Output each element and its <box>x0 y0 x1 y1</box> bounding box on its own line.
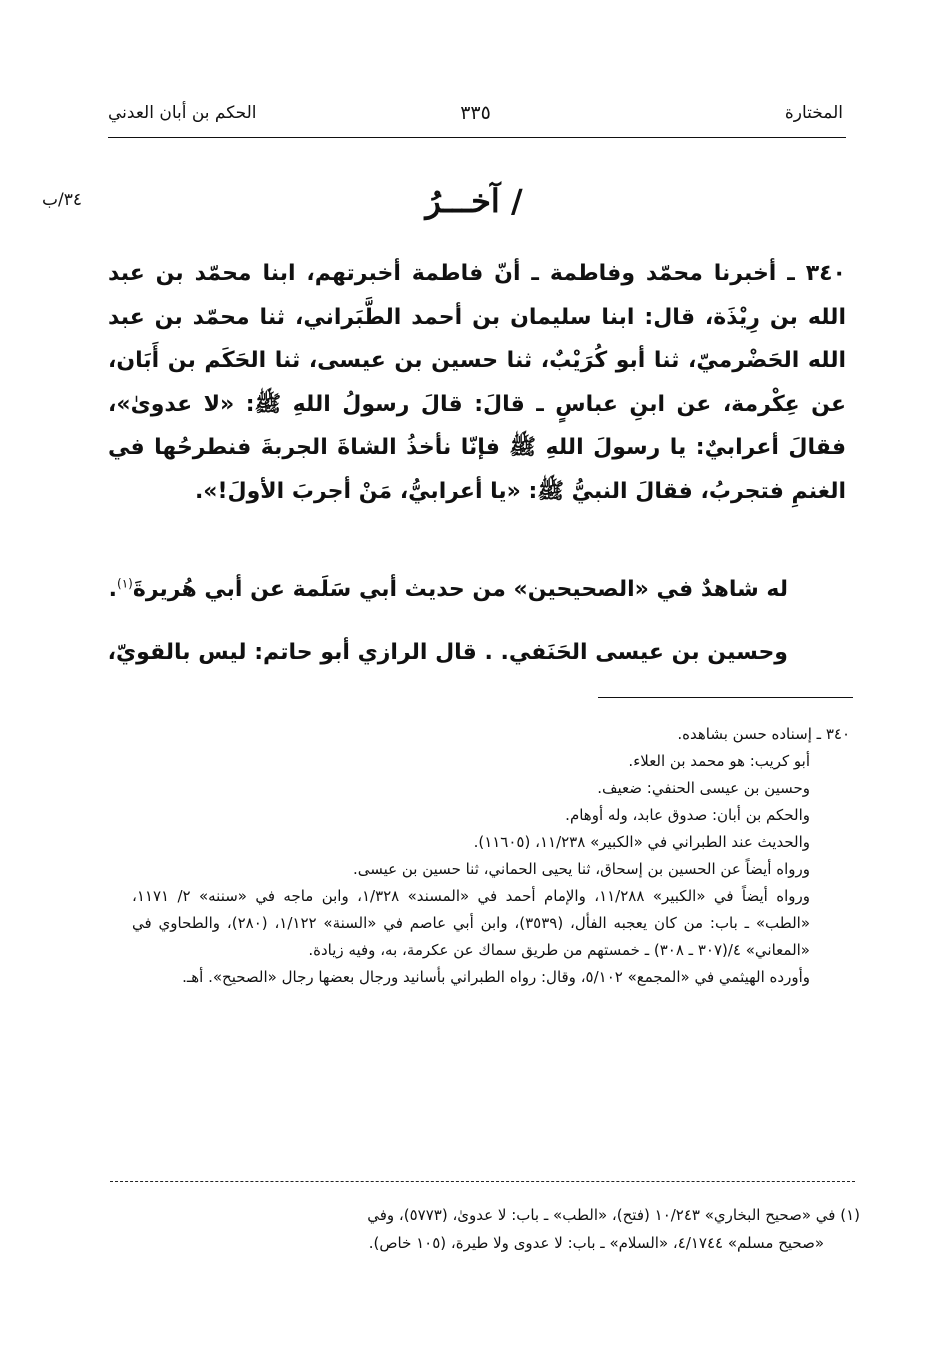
commentary-paragraph: وأورده الهيثمي في «المجمع» ٥/١٠٢، وقال: رواه الطبراني بأسانيد ورجال بعضها رجال «الصحيح». أهـ. <box>182 968 810 986</box>
commentary-line: أبو كريب: هو محمد بن العلاء. <box>628 752 810 770</box>
commentary-line: وحسين بن عيسى الحنفي: ضعيف. <box>597 779 810 797</box>
chapter-title: / آخـــرُ <box>425 182 523 220</box>
witness-line <box>108 572 788 608</box>
commentary-divider <box>598 697 853 698</box>
header-divider <box>108 137 846 138</box>
footnote-line: «صحيح مسلم» ٤/١٧٤٤، «السلام» ـ باب: لا عدوى ولا طيرة، (١٠٥ خاص). <box>368 1234 824 1252</box>
footnote-line: (١) في «صحيح البخاري» ١٠/٢٤٣ (فتح)، «الطب» ـ باب: لا عدوىٰ، (٥٧٧٣)، وفي <box>367 1206 860 1224</box>
page-number: ٣٣٥ <box>460 102 491 124</box>
footnote-reference[interactable]: (١) <box>117 576 133 591</box>
footnote-divider <box>110 1181 855 1182</box>
commentary-line: ورواه أيضاً عن الحسين بن إسحاق، ثنا يحيى الحماني، ثنا حسين بن عيسى. <box>352 860 810 878</box>
witness-end: . <box>108 577 118 602</box>
book-title: المختارة <box>784 103 843 123</box>
commentary-line: ٣٤٠ ـ إسناده حسن بشاهده. <box>677 725 850 743</box>
witness-text: له شاهدٌ في «الصحيحين» من حديث أبي سَلَمة عن أبي هُريرةَ <box>132 577 788 602</box>
commentary-line: والحديث عند الطبراني في «الكبير» ١١/٢٣٨، (١١٦٠٥). <box>473 833 810 851</box>
commentary-paragraph: ورواه أيضاً في «الكبير» ١١/٢٨٨، والإمام أحمد في «المسند» ١/٣٢٨، وابن ماجه في «سننه» ٢/ ١١٧١، «الطب» ـ باب: من كان يعجبه الفأل، (٣٥٣٩)، وابن أبي عاصم في «السنة» ١/١٢٢، (٢٨٠)، والطحاوي في «المعاني» ٤/(٣٠٧ ـ ٣٠٨) ـ خمستهم من طريق سماك عن عكرمة، به، وفيه زيادة. <box>132 887 811 959</box>
manuscript-folio-note: ٣٤/ب <box>42 190 82 210</box>
commentary-line: والحكم بن أبان: صدوق عابد، وله أوهام. <box>565 806 810 824</box>
hadith-text: ٣٤٠ ـ أخبرنا محمّد وفاطمة ـ أنّ فاطمة أخبرتهم، ابنا محمّد بن عبد الله بن رِيْذَة، قال: ابنا سليمان بن أحمد الطَّبَراني، ثنا محمّد بن عبد الله الحَضْرميّ، ثنا أبو كُرَيْبٌ، ثنا حسين بن عيسى، ثنا الحَكَم بن أَبَان، عن عِكْرمة، عن ابنِ عباسٍ ـ قالَ: قالَ رسولُ اللهِ ﷺ: «لا عدوىٰ»، فقالَ أعرابيٌ: يا رسولَ اللهِ ﷺ فإنّا نأخذُ الشاةَ الجربةَ فنطرحُها في الغنمِ فتجربُ، فقالَ النبيُّ ﷺ: «يا أعرابيُّ، مَنْ أجربَ الأولَ!». <box>108 261 846 504</box>
footnote-block <box>132 1201 860 1257</box>
running-header <box>108 98 843 132</box>
commentary-block <box>132 721 850 991</box>
section-title: الحكم بن أبان العدني <box>108 103 257 123</box>
narrator-note-line: وحسين بن عيسى الحَنَفي. . قال الرازي أبو حاتم: ليس بالقويّ، <box>107 640 788 665</box>
